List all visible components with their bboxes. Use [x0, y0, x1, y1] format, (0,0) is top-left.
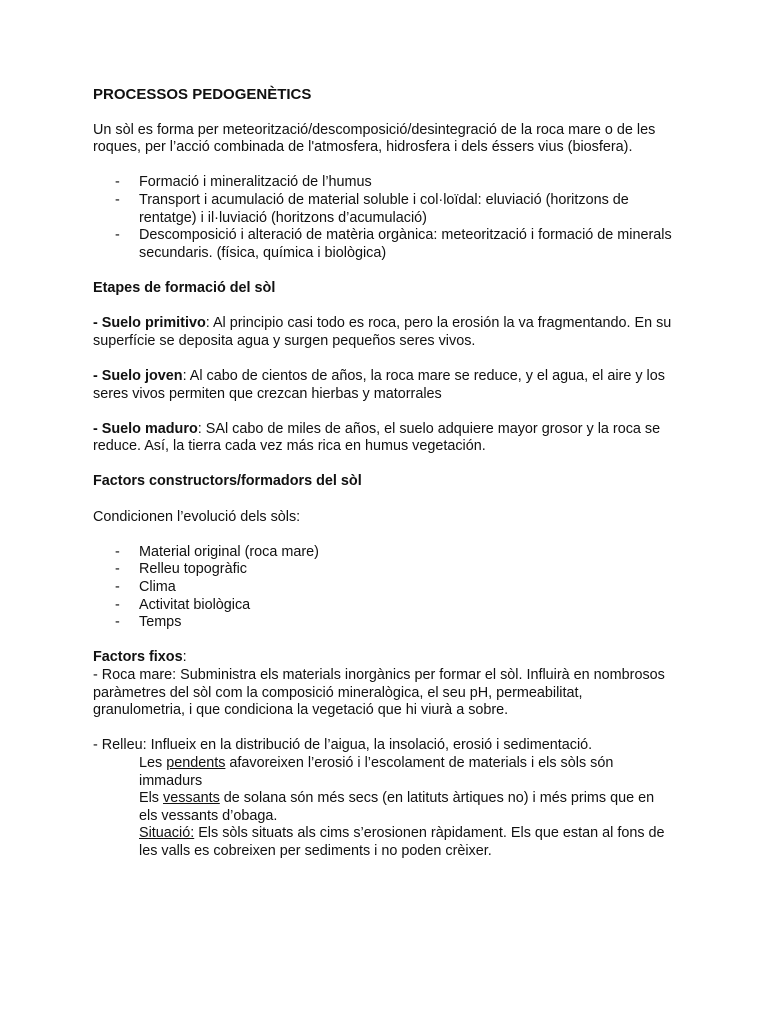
roca-mare-paragraph: - Roca mare: Subministra els materials inorgànics per formar el sòl. Influirà en nombrosos paràmetres del sòl com la composició mineralògica, el seu pH, permeabilitat, granulometria, i que condiciona la vegetació que hi viurà a sobre. — [93, 667, 665, 719]
list-item: - Relleu topogràfic — [115, 561, 247, 578]
dash-marker: - — [115, 561, 120, 578]
pendents-paragraph: Les pendents afavoreixen l’erosió i l’escolament de materials i els sòls són immadurs — [139, 754, 614, 789]
dash-marker: - — [115, 174, 120, 191]
situacio-paragraph: Situació: Els sòls situats als cims s’erosionen ràpidament. Els que estan al fons de les valls es cobreixen per sediments i no poden crèixer. — [139, 825, 665, 859]
dash-marker: - — [115, 614, 120, 631]
dash-marker: - — [115, 579, 120, 596]
dash-marker: - — [115, 227, 120, 244]
document-title: PROCESSOS PEDOGENÈTICS — [93, 86, 312, 103]
fixed-factors-heading: Factors fixos: — [93, 649, 187, 666]
stage-primitive: - Suelo primitivo: Al principio casi todo es roca, pero la erosión la va fragmentando. En su superfície se deposita agua y surgen pequeños seres vivos. — [93, 315, 672, 349]
situacio-term: Situació: — [139, 825, 195, 842]
pendents-term: pendents — [166, 754, 226, 771]
stage-label: - Suelo primitivo — [93, 315, 206, 332]
list-item: - Activitat biològica — [115, 596, 251, 613]
stage-label: - Suelo joven — [93, 367, 183, 384]
stage-mature: - Suelo maduro: SAl cabo de miles de años, el suelo adquiere mayor grosor y la roca se reduce. Así, la tierra cada vez más rica en humus vegetación. — [93, 420, 661, 455]
dash-marker: - — [115, 543, 120, 560]
stage-label: - Suelo maduro — [93, 420, 198, 437]
factors-intro: Condicionen l’evolució dels sòls: — [93, 508, 301, 525]
list-item: - Clima — [115, 579, 176, 596]
stages-heading: Etapes de formació del sòl — [93, 279, 276, 296]
list-item: - Temps — [115, 614, 182, 631]
dash-marker: - — [115, 191, 120, 208]
list-item: - Transport i acumulació de material soluble i col·loïdal: eluviació (horitzons de rentatge) i il·luviació (horitzons d’acumulació) — [115, 191, 629, 226]
factors-heading: Factors constructors/formadors del sòl — [93, 473, 362, 490]
relleu-paragraph: - Relleu: Influeix en la distribució de l’aigua, la insolació, erosió i sedimentació. — [93, 737, 593, 754]
list-item: - Material original (roca mare) — [115, 543, 319, 560]
document-body — [93, 86, 673, 861]
factors-list — [93, 544, 673, 632]
processes-list — [93, 174, 673, 262]
intro-paragraph: Un sòl es forma per meteorització/descomposició/desintegració de la roca mare o de les roques, per l’acció combinada de l'atmosfera, hidrosfera i dels éssers vius (biosfera). — [93, 121, 656, 156]
vessants-paragraph: Els vessants de solana són més secs (en latituts àrtiques no) i més prims que en els vessants d’obaga. — [139, 790, 655, 824]
vessants-term: vessants — [163, 790, 220, 807]
list-item: - Formació i mineralització de l’humus — [115, 174, 372, 191]
stage-young: - Suelo joven: Al cabo de cientos de años, la roca mare se reduce, y el agua, el aire y los seres vivos permiten que crezcan hierbas y matorrales — [93, 367, 665, 402]
list-item: - Descomposició i alteració de matèria orgànica: meteorització i formació de minerals secundaris. (física, química i biològica) — [115, 227, 672, 261]
dash-marker: - — [115, 596, 120, 613]
